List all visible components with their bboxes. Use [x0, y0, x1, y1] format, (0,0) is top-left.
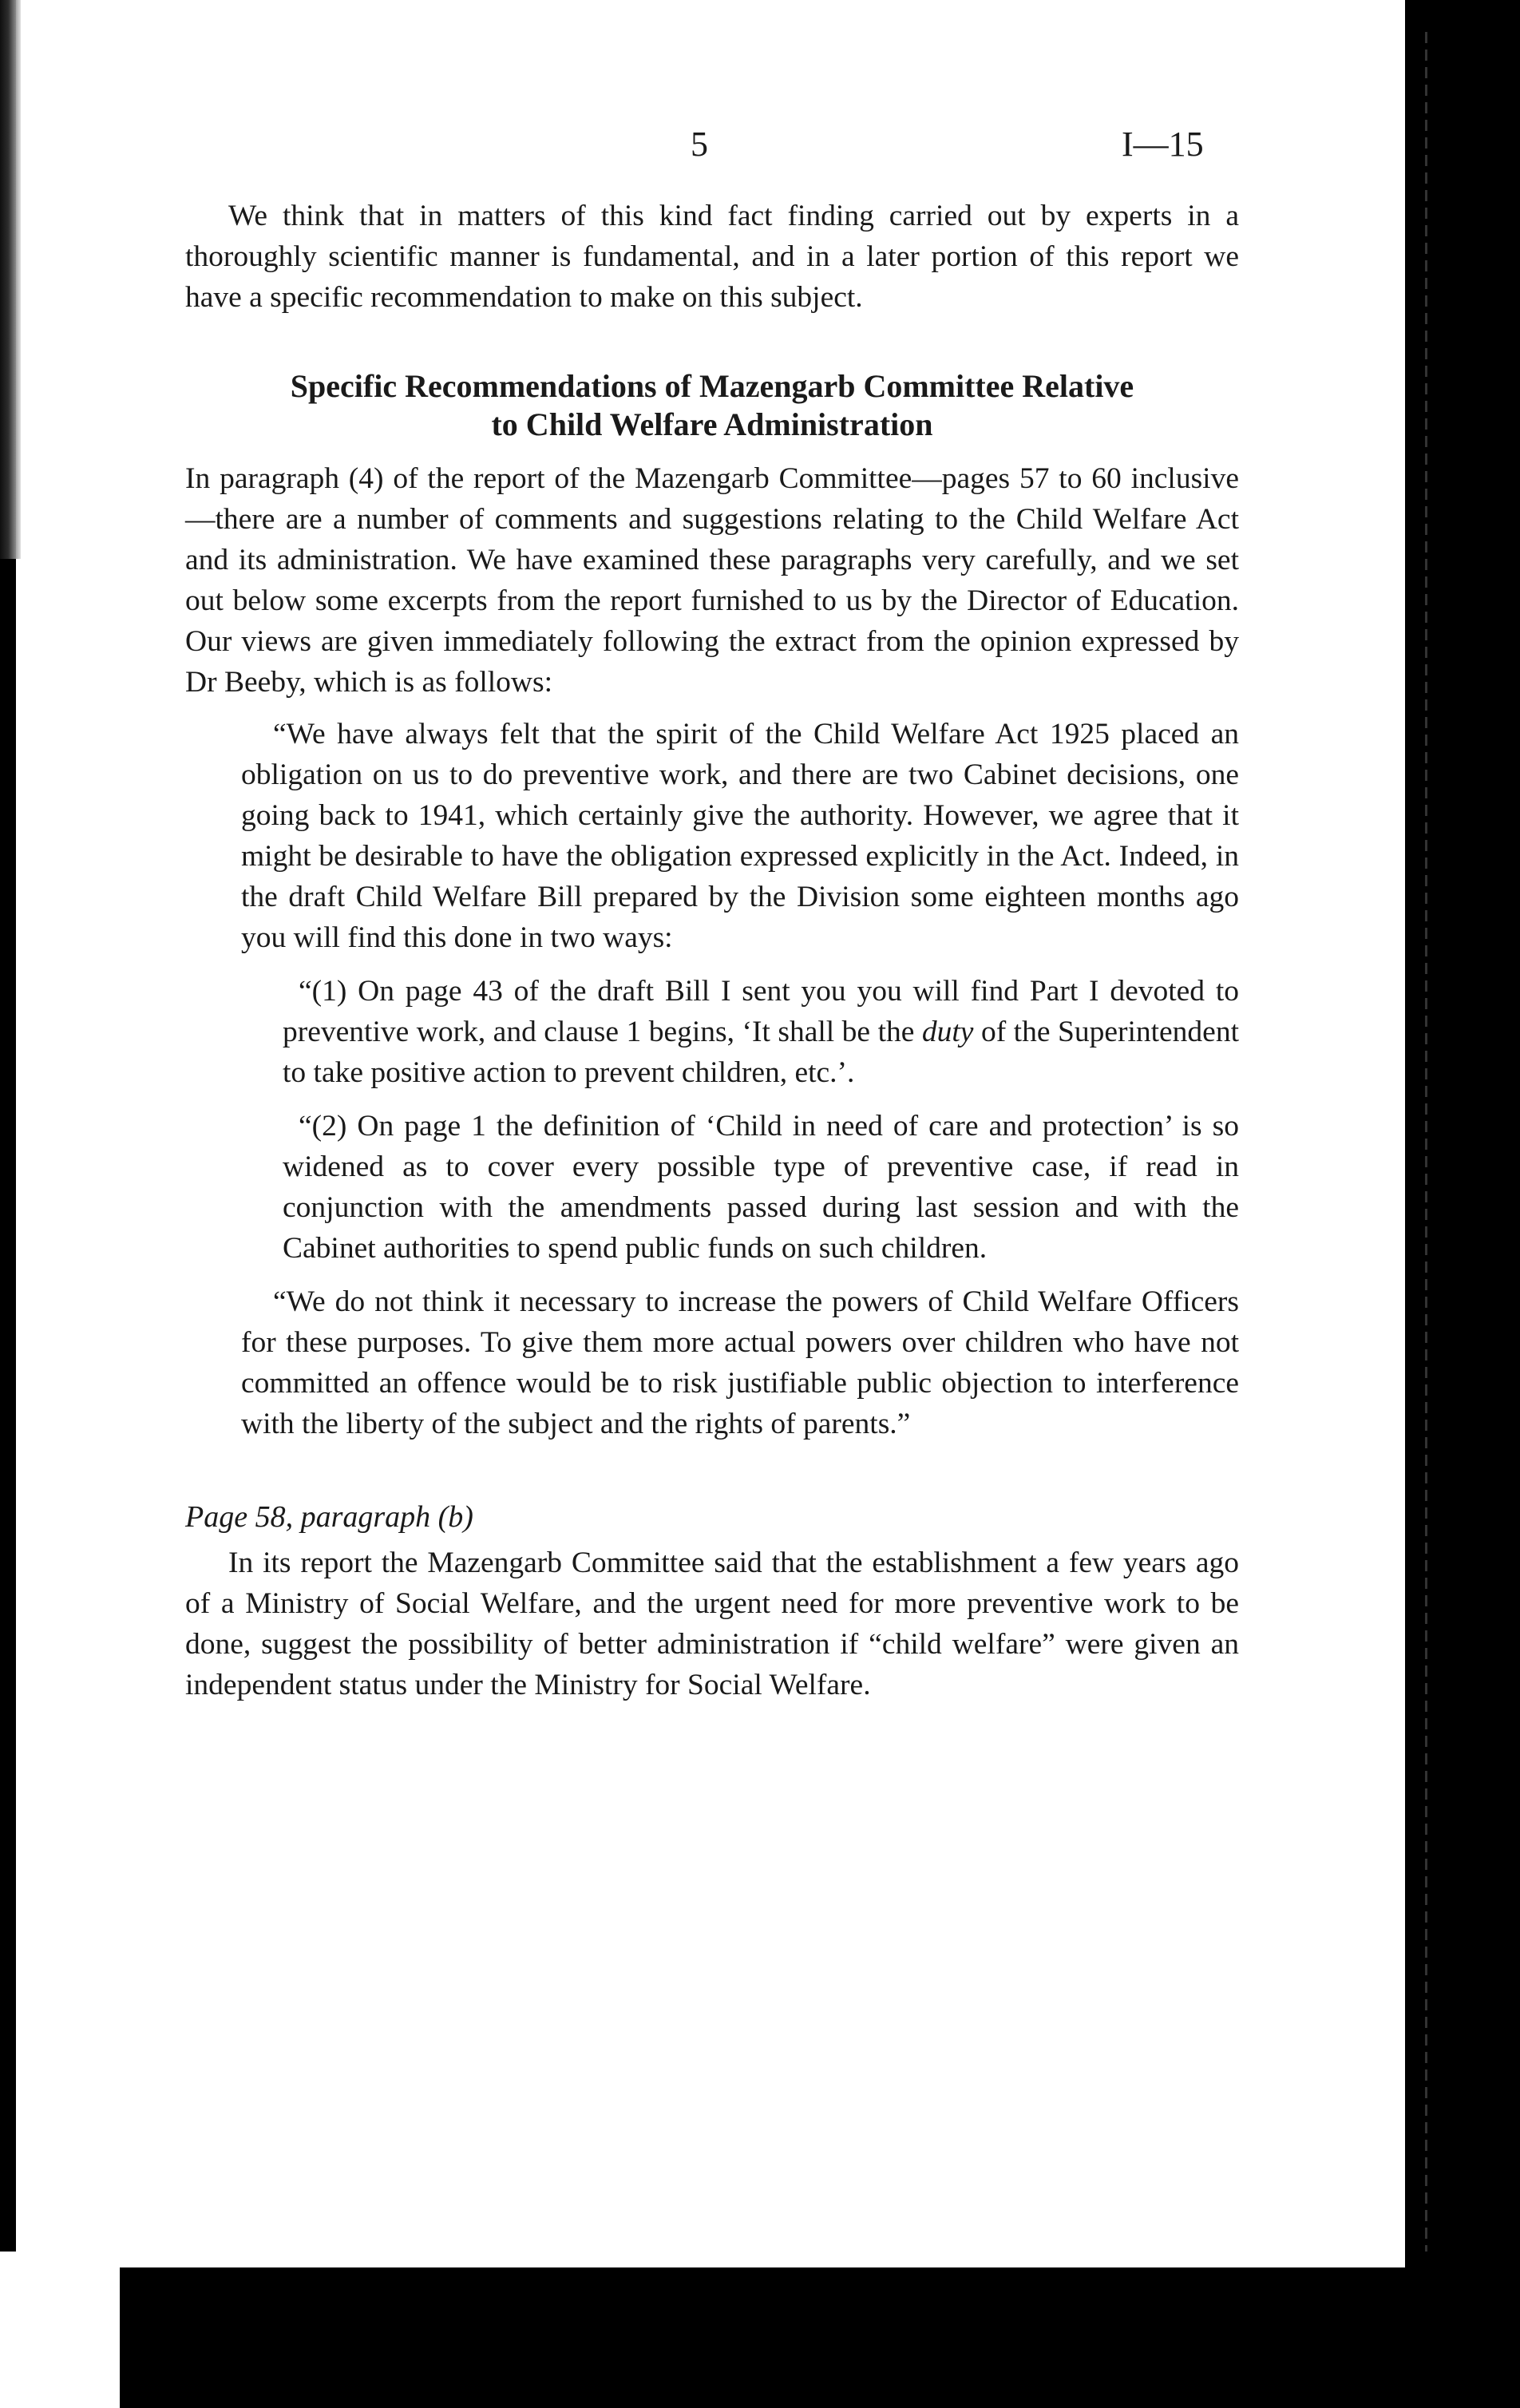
document-page: [16, 0, 1408, 2267]
scan-bottom-band: [120, 2267, 1520, 2408]
quote-paragraph-1: “We have always felt that the spirit of the Child Welfare Act 1925 placed an obligation on us to do preventive work, and there are two Cabinet decisions, one going back to 1941, which certainly give the authority. However, we agree that it might be desirable to have the obligation expressed explicitly in the Act. Indeed, in the draft Child Welfare Bill prepared by the Division some eighteen months ago you will find this done in two ways:: [241, 718, 1239, 954]
quote-items: [283, 971, 1239, 1269]
final-paragraph: In its report the Mazengarb Committee said that the establishment a few years ago of a Ministry of Social Welfare, and the urgent need for more preventive work to be done, suggest the possibility of better administration if “child welfare” were given an independent status under the Ministry for Social Welfare.: [185, 1547, 1239, 1701]
section-heading: [185, 367, 1239, 444]
page-header: [16, 124, 1408, 172]
section-heading-line-2: to Child Welfare Administration: [491, 406, 933, 442]
quote-item-1: [283, 971, 1239, 1093]
scan-binding-line: [1425, 32, 1427, 2252]
section-paragraph: In paragraph (4) of the report of the Mazengarb Committee—pages 57 to 60 inclusive—there are a number of comments and suggestions relating to the Child Welfare Act and its administration. We have examined these paragraphs very carefully, and we set out below some excerpts from the report furnished to us by the Director of Education. Our views are given immediately following the extract from the opinion expressed by Dr Beeby, which is as follows:: [185, 462, 1239, 699]
quote-item-1-emphasis: duty: [921, 1016, 974, 1048]
subheading: Page 58, paragraph (b): [185, 1500, 473, 1534]
intro-paragraph: We think that in matters of this kind fact finding carried out by experts in a thoroughly scientific manner is fundamental, and in a later portion of this report we have a specific recommendation to make on this subject.: [185, 200, 1239, 314]
quote-paragraph-2: “We do not think it necessary to increase the powers of Child Welfare Officers for these purposes. To give them more actual powers over children who have not committed an offence would be to risk justifiable public objection to interference with the liberty of the subject and the rights of parents.”: [241, 1285, 1239, 1440]
document-reference: I—15: [1122, 125, 1204, 164]
scan-edge-left: [0, 0, 21, 559]
scan-edge-right: [1405, 0, 1520, 2408]
quote-block: [241, 714, 1239, 1444]
quote-item-1-before: “(1) On page 43 of the draft Bill I sent you you will find Part I devoted to preventive work, and clause 1 begins, ‘It shall be the: [283, 975, 1239, 1048]
section-heading-line-1: Specific Recommendations of Mazengarb Committee Relative: [290, 368, 1134, 404]
page-number: 5: [691, 125, 708, 164]
quote-item-1-after: of the Superintendent to take positive action to prevent children, etc.’.: [283, 1016, 1239, 1089]
quote-item-2: “(2) On page 1 the definition of ‘Child in need of care and protection’ is so widened as to cover every possible type of preventive case, if read in conjunction with the amendments passed during last session and with the Cabinet authorities to spend public funds on such children.: [283, 1110, 1239, 1265]
page-content: [185, 196, 1239, 1705]
scan-paper-scrap: [0, 2252, 120, 2408]
